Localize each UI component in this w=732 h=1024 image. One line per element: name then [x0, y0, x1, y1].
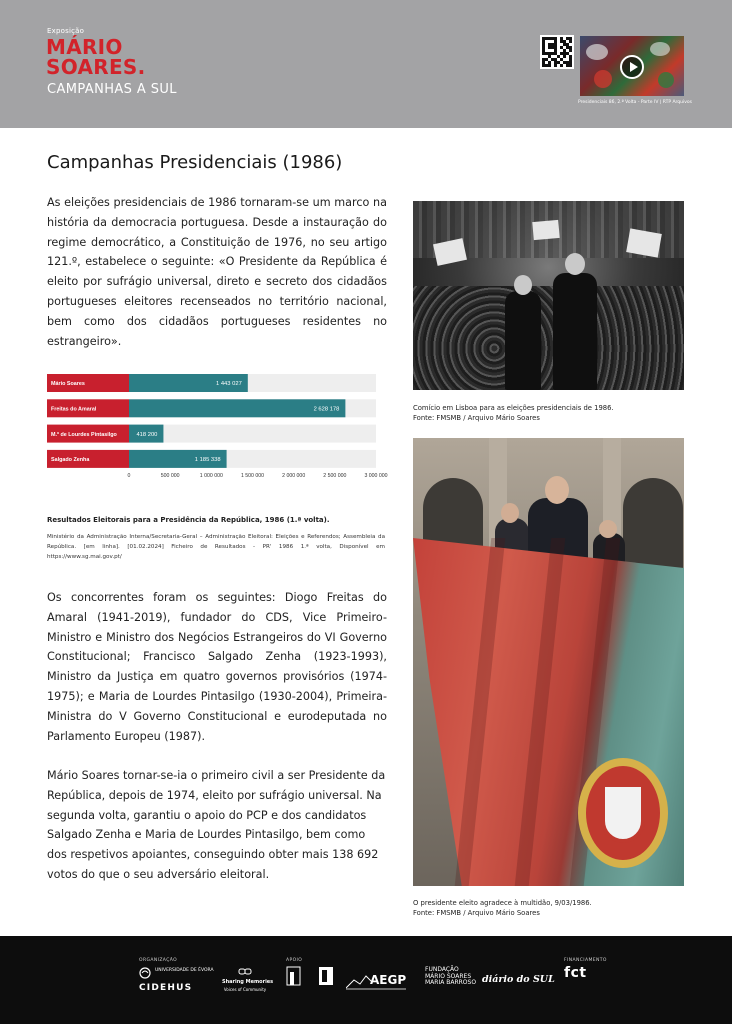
uevora-name: UNIVERSIDADE DE ÉVORA — [155, 968, 214, 973]
fct-logo[interactable]: fct — [564, 965, 587, 981]
play-icon[interactable] — [620, 55, 644, 79]
x-tick-label: 0 — [127, 473, 131, 480]
header — [0, 0, 732, 128]
sharing-memories-logo[interactable] — [222, 968, 274, 994]
cidehus-logo[interactable]: CIDEHUS — [139, 983, 193, 993]
qr-code-icon — [542, 37, 572, 67]
candidates-paragraph: Os concorrentes foram os seguintes: Diogo Freitas do Amaral (1941-2019), fundador do CDS, Vice Primeiro-Ministro e Ministro dos Negócios Estrangeiros do VI Governo Constitucional; Francisco Salgado Zenha (1923-1993), Ministro da Justiça em quatro governos provisórios (1974-1975); e Maria de Lourdes Pintasilgo (1930-2004), Primeira-Ministra do V Governo Constitucional e eurodeputada no Parlamento Europeu (1987). — [47, 591, 387, 743]
category-label: Freitas do Amaral — [51, 406, 97, 413]
label-financiamento: FINANCIAMENTO — [564, 958, 607, 963]
bar-value-label: 418 200 — [136, 431, 158, 438]
diario-do-sul-logo[interactable]: diário do SUL — [482, 974, 555, 985]
label-apoio: APOIO — [286, 958, 303, 963]
bar-value-label: 1 443 027 — [216, 381, 242, 388]
intro-paragraph: As eleições presidenciais de 1986 tornaram-se um marco na história da democracia portuguesa. Desde a instauração do regime democrático, a Constituição de 1976, no seu artigo 121.º, estabelece o seguinte: «O Presidente da República é eleito por sufrágio universal, direto e secreto dos cidadãos portugueses eleitores recenseados no território nacional, bem como dos cidadãos portugueses residentes no estrangeiro». — [47, 196, 387, 348]
balcony-caption-text: O presidente eleito agradece à multidão, 9/03/1986. — [413, 899, 592, 907]
exhibition-title — [46, 37, 146, 77]
rally-caption-source: Fonte: FMSMB / Arquivo Mário Soares — [413, 414, 540, 422]
outcome-paragraph: Mário Soares tornar-se-ia o primeiro civil a ser Presidente da República, depois de 1974, eleito por sufrágio universal. Na segunda volta, garantiu o apoio do PCP e dos candidatos Salgado Zenha e Maria de Lourdes Pintasilgo, bem como dos respetivos apoiantes, conseguindo obter mais 138 692 votos do que o seu adversário eleitoral. — [47, 769, 386, 881]
fundacao-logo[interactable] — [425, 967, 476, 987]
x-tick-label: 500 000 — [160, 473, 180, 480]
title-line-2: SOARES. — [46, 55, 146, 79]
category-label: Salgado Zenha — [51, 457, 90, 464]
sharing-title: Sharing Memories — [222, 979, 274, 985]
exhibition-subtitle: CAMPANHAS A SUL — [47, 82, 177, 97]
category-label: Mário Soares — [51, 381, 85, 388]
footer — [0, 936, 732, 1024]
balcony-photo-caption — [413, 898, 592, 918]
x-tick-label: 1 500 000 — [240, 473, 265, 480]
uevora-emblem-icon — [139, 967, 153, 979]
x-tick-label: 2 000 000 — [282, 473, 306, 480]
balcony-photo — [413, 438, 684, 886]
rally-photo — [413, 201, 684, 390]
exhibition-kicker: Exposição — [47, 27, 85, 35]
bar-value-label: 2 628 178 — [313, 406, 340, 413]
aegp-text: AEGP — [370, 973, 407, 987]
chart-caption: Resultados Eleitorais para a Presidência da República, 1986 (1.ª volta). — [47, 516, 330, 524]
biblioteca-beja-icon[interactable] — [318, 966, 336, 992]
bar-value-label: 1 185 338 — [194, 457, 221, 464]
fundacao-line-2: MÁRIO SOARES — [425, 972, 472, 980]
page-title: Campanhas Presidenciais (1986) — [47, 152, 343, 173]
fundacao-line-1: FUNDAÇÃO — [425, 966, 459, 973]
chart-svg — [47, 372, 392, 512]
speech-bubbles-icon — [238, 968, 252, 976]
election-results-chart — [47, 372, 392, 512]
sharing-sub: Voices of Community — [223, 987, 267, 992]
video-thumbnail[interactable] — [580, 36, 684, 96]
rally-caption-text: Comício em Lisboa para as eleições presidenciais de 1986. — [413, 404, 614, 412]
rede-bibliotecas-icon[interactable] — [286, 966, 302, 994]
qr-code[interactable] — [540, 35, 574, 69]
chart-source: Ministério da Administração Interna/Secretaria-Geral – Administração Eleitoral: Eleições e Referendos; Assembleia da República. [em linha]. [01.02.2024] Ficheiro de Resultados - PR' 1986 1.ª volta, Disponível em https://www.sg.mai.gov.pt/ — [47, 534, 385, 560]
x-tick-label: 2 500 000 — [323, 473, 347, 480]
title-line-1: MÁRIO — [46, 35, 123, 59]
rally-photo-caption — [413, 403, 614, 423]
bar-track — [129, 425, 376, 443]
x-tick-label: 3 000 000 — [364, 473, 388, 480]
fundacao-line-3: MARIA BARROSO — [425, 979, 477, 986]
balcony-caption-source: Fonte: FMSMB / Arquivo Mário Soares — [413, 909, 540, 917]
category-label: M.ª de Lourdes Pintasilgo — [51, 431, 117, 438]
label-organizacao: ORGANIZAÇÃO — [139, 958, 178, 963]
video-caption: Presidenciais 86, 2.ª Volta - Parte IV | RTP Arquivos — [578, 100, 693, 105]
x-tick-label: 1 000 000 — [199, 473, 223, 480]
